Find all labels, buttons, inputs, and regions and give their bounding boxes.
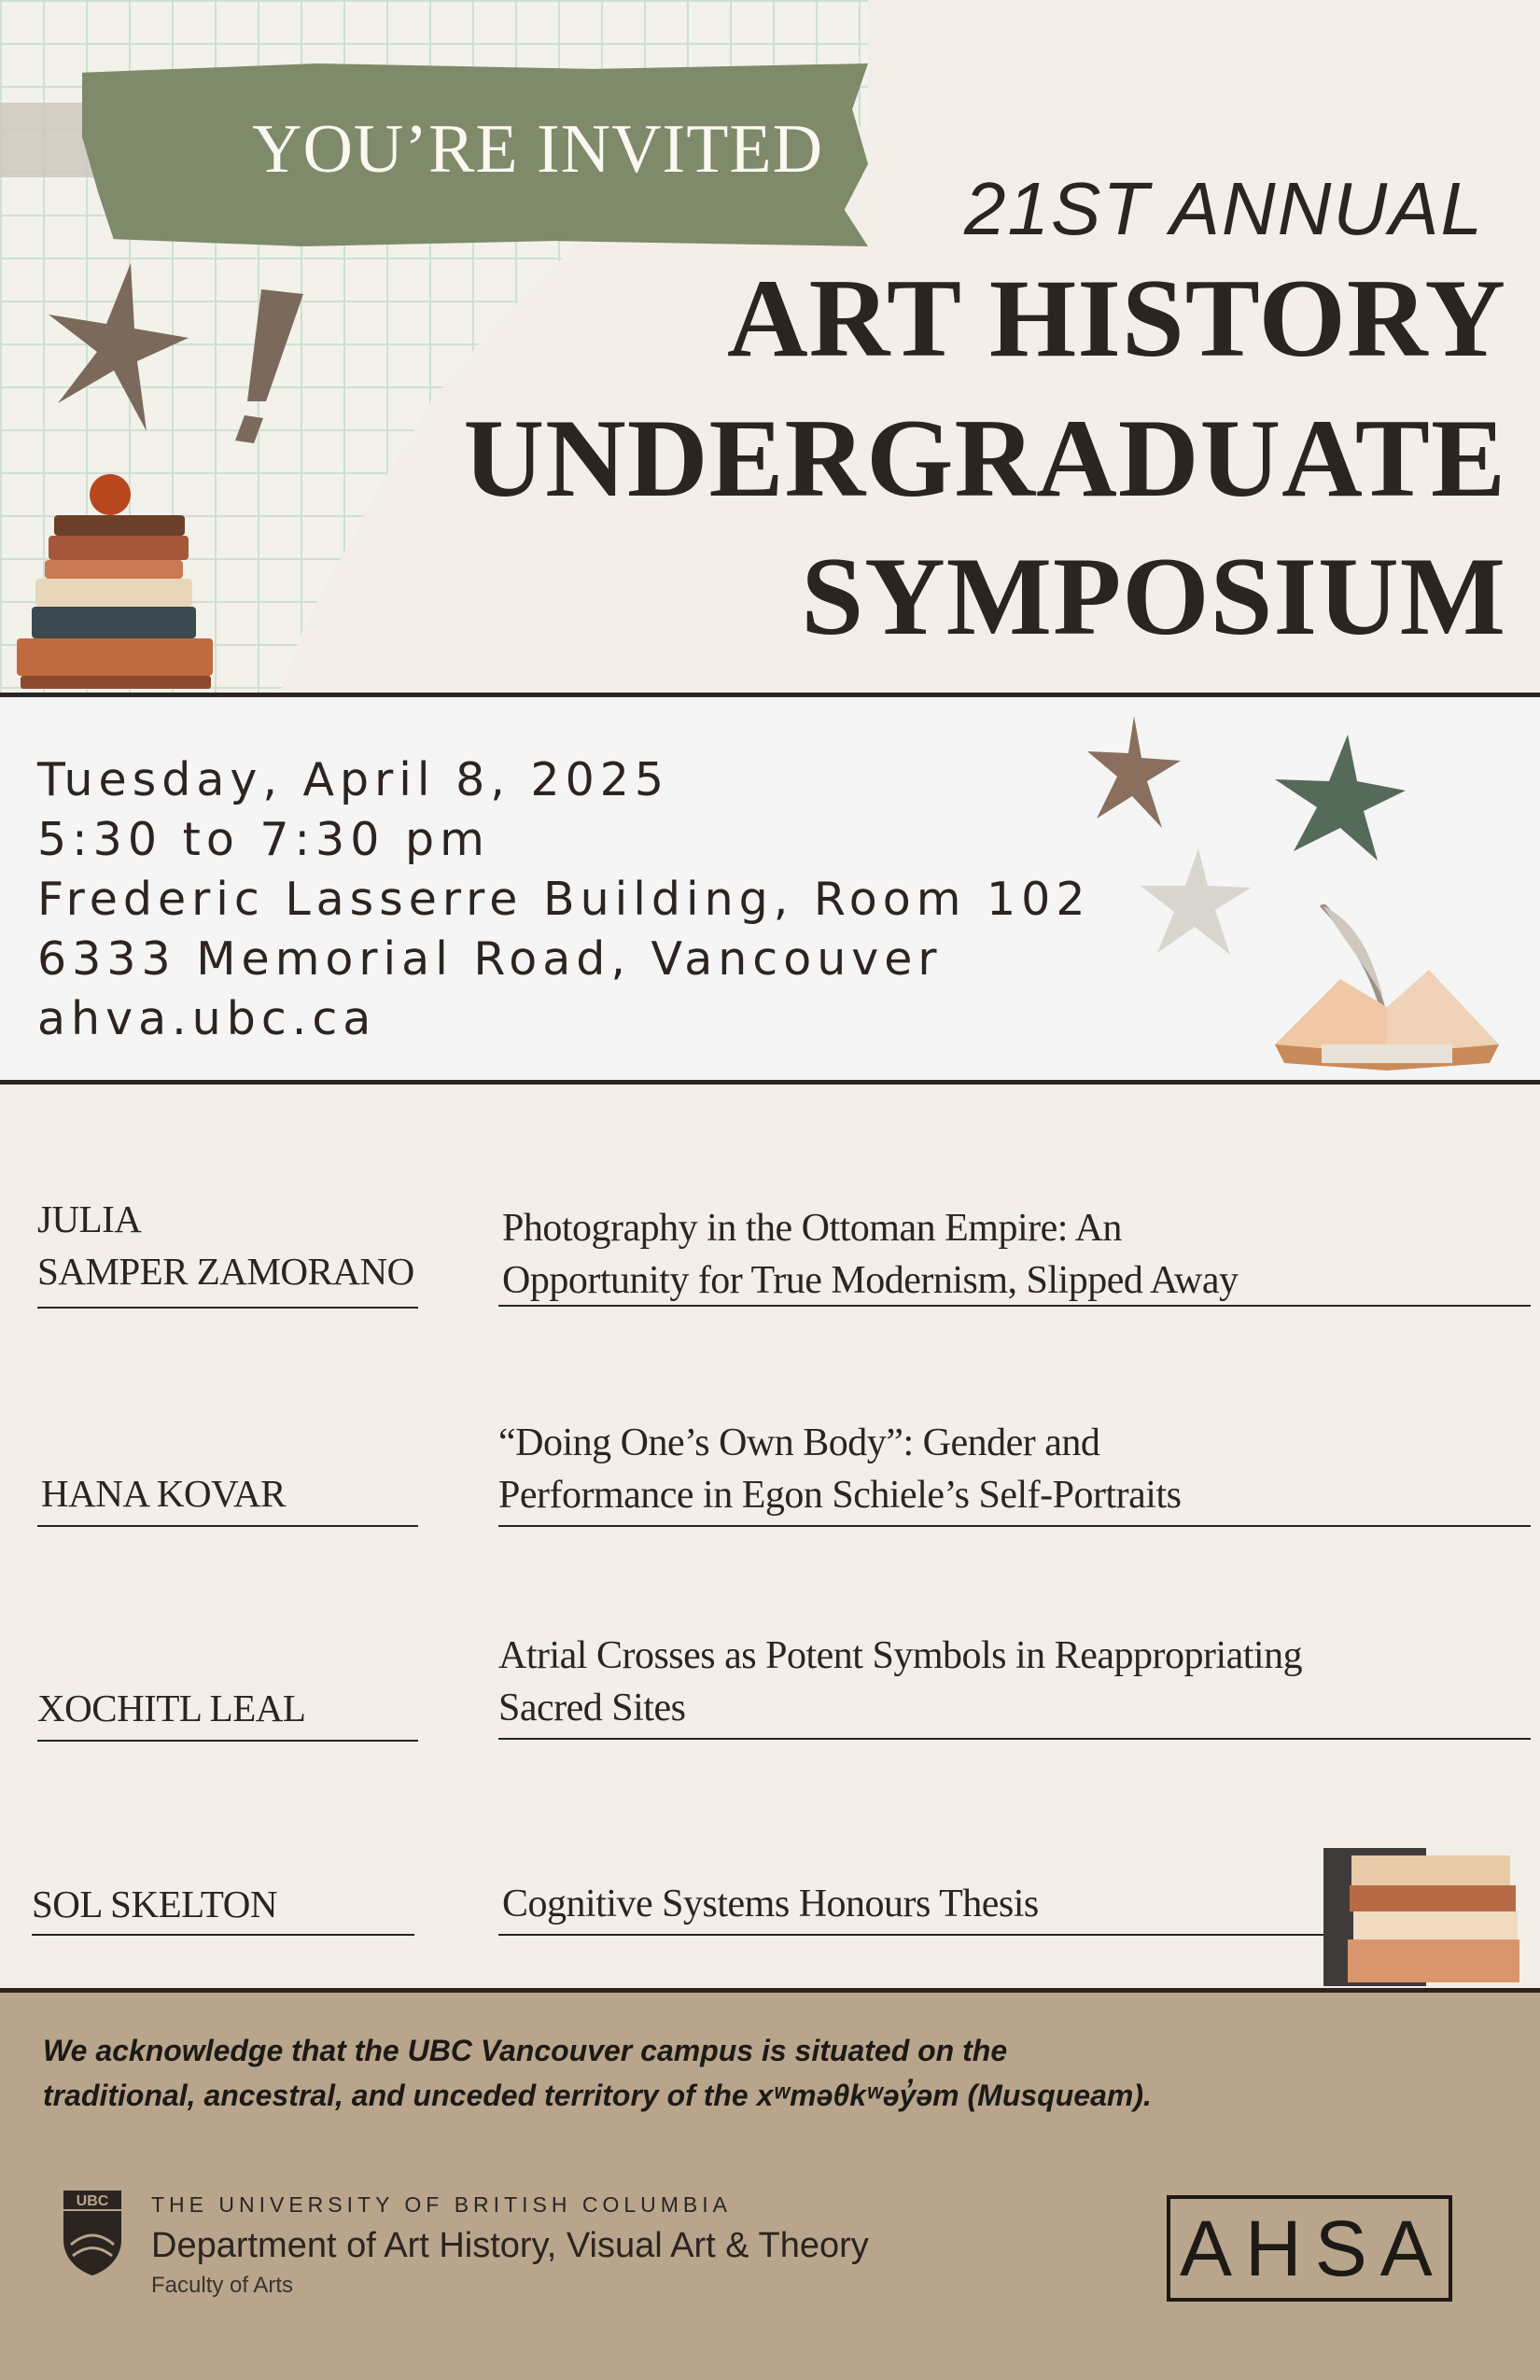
apple-icon (90, 474, 131, 515)
land-acknowledgement-line-2: traditional, ancestral, and unceded territory of the xʷməθkʷəy̓əm (Musqueam). (43, 2079, 1152, 2112)
talk-title: Atrial Crosses as Potent Symbols in Reappropriating Sacred Sites (498, 1634, 1303, 1729)
name-underline (37, 1307, 418, 1309)
event-building: Frederic Lasserre Building, Room 102 (37, 873, 1091, 926)
ubc-crest-icon (60, 2189, 125, 2277)
header (0, 0, 1540, 693)
footer (0, 1988, 1540, 2380)
speakers-section (0, 1085, 1540, 1988)
event-address: 6333 Memorial Road, Vancouver (37, 932, 943, 986)
title-line-3: SYMPOSIUM (801, 534, 1506, 658)
event-date: Tuesday, April 8, 2025 (37, 753, 670, 806)
star-icon (1275, 735, 1406, 861)
star-icon (49, 263, 189, 431)
title-line-1: ART HISTORY (726, 256, 1506, 380)
ahsa-logo: AHSA (1180, 2205, 1446, 2292)
speaker-name: JULIA SAMPER ZAMORANO (37, 1197, 414, 1293)
name-underline (37, 1740, 418, 1742)
faculty-name: Faculty of Arts (151, 2273, 294, 2298)
invited-label: YOU’RE INVITED (252, 111, 824, 188)
speaker-name: XOCHITL LEAL (37, 1687, 306, 1729)
land-acknowledgement-line-1: We acknowledge that the UBC Vancouver campus is situated on the (43, 2034, 1008, 2067)
open-book-quill-icon (1266, 904, 1508, 1072)
department-name: Department of Art History, Visual Art & Theory (151, 2226, 869, 2265)
university-name: THE UNIVERSITY OF BRITISH COLUMBIA (151, 2192, 732, 2217)
event-time: 5:30 to 7:30 pm (37, 813, 490, 866)
talk-underline (498, 1305, 1531, 1307)
speaker-name: HANA KOVAR (41, 1472, 286, 1515)
talk-underline (498, 1934, 1338, 1936)
talk-underline (498, 1525, 1531, 1527)
event-website[interactable]: ahva.ubc.ca (37, 992, 377, 1045)
talk-underline (498, 1738, 1531, 1740)
speaker-name: SOL SKELTON (32, 1883, 277, 1925)
exclamation-icon (215, 289, 308, 448)
star-icon (1087, 716, 1181, 828)
talk-title: “Doing One’s Own Body”: Gender and Performance in Egon Schiele’s Self-Portraits (498, 1421, 1182, 1517)
svg-text:UBC: UBC (76, 2193, 109, 2209)
event-details (0, 693, 1540, 1085)
annual-label: 21ST ANNUAL (964, 167, 1484, 250)
name-underline (37, 1525, 418, 1527)
talk-title: Cognitive Systems Honours Thesis (502, 1883, 1039, 1925)
book-stack-icon (1323, 1848, 1529, 1988)
book-stack-icon (7, 467, 222, 693)
talk-title: Photography in the Ottoman Empire: An Opportunity for True Modernism, Slipped Away (502, 1207, 1239, 1302)
newspaper-star-icon (1141, 848, 1253, 959)
title-line-2: UNDERGRADUATE (463, 396, 1506, 520)
name-underline (32, 1934, 414, 1936)
